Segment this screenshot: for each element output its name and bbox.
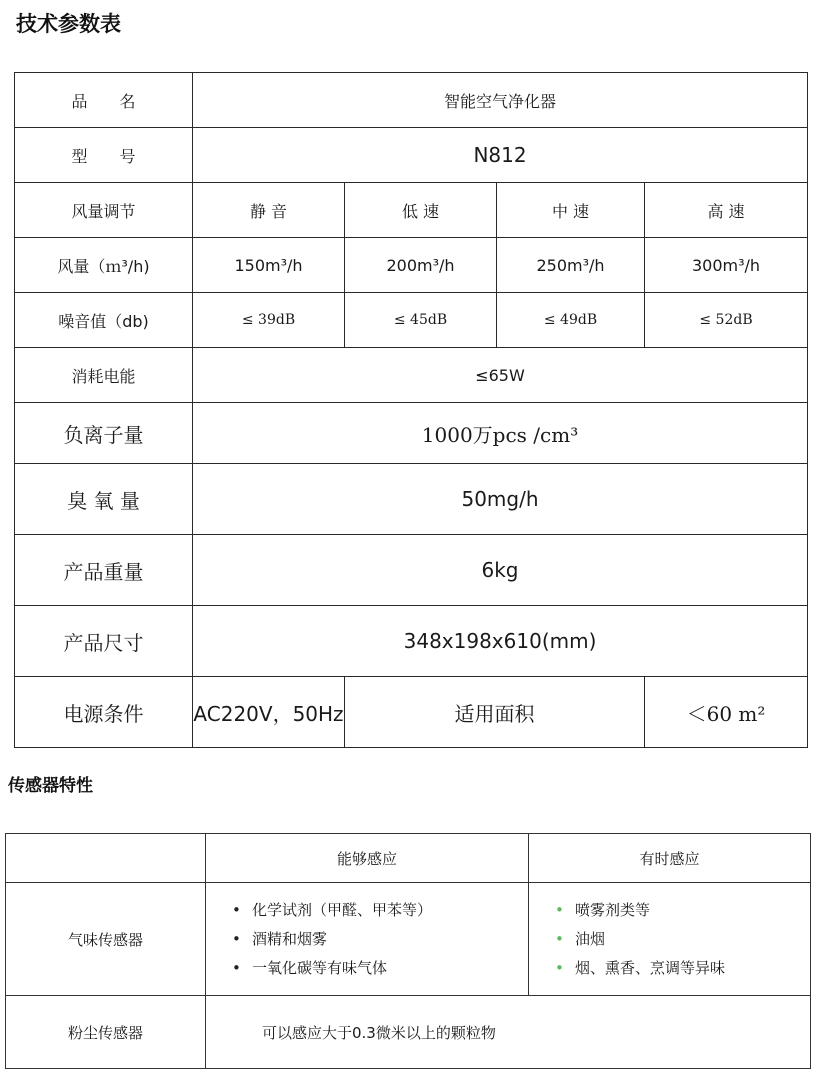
- gas-sensor-row: [6, 883, 811, 996]
- list-item: • 化学试剂（甲醛、甲苯等）: [232, 896, 528, 925]
- sensor-header-row: [6, 834, 811, 883]
- noise-value: ≤ 45dB: [345, 293, 497, 348]
- airflow-value: 300m³/h: [645, 238, 808, 293]
- gas-sometimes-list-cell: [529, 883, 811, 996]
- row-noise: [15, 293, 808, 348]
- airflow-value: 250m³/h: [497, 238, 645, 293]
- gas-can-list-cell: [206, 883, 529, 996]
- speed-mute: 静 音: [193, 183, 345, 238]
- airflow-value: 200m³/h: [345, 238, 497, 293]
- name-label: 品 名: [15, 73, 193, 128]
- weight-value: 6kg: [193, 535, 808, 606]
- noise-value: ≤ 39dB: [193, 293, 345, 348]
- model-value: N812: [193, 128, 808, 183]
- row-speed: [15, 183, 808, 238]
- power-label: 消耗电能: [15, 348, 193, 403]
- row-power: [15, 348, 808, 403]
- ozone-value: 50mg/h: [193, 464, 808, 535]
- noise-value: ≤ 49dB: [497, 293, 645, 348]
- speed-label: 风量调节: [15, 183, 193, 238]
- size-label: 产品尺寸: [15, 606, 193, 677]
- col-can-detect: 能够感应: [206, 834, 529, 883]
- supply-label: 电源条件: [15, 677, 193, 748]
- row-ion: [15, 403, 808, 464]
- gas-sensor-label: 气味传感器: [6, 883, 206, 996]
- model-label: 型 号: [15, 128, 193, 183]
- list-item: • 一氧化碳等有味气体: [232, 954, 528, 983]
- name-value: 智能空气净化器: [193, 73, 808, 128]
- dust-sensor-value: 可以感应大于0.3微米以上的颗粒物: [206, 996, 811, 1069]
- sensor-table: [5, 833, 811, 1069]
- gas-sometimes-list: [555, 896, 810, 983]
- area-value: ＜60 m²: [645, 677, 808, 748]
- speed-high: 高 速: [645, 183, 808, 238]
- size-value: 348x198x610(mm): [193, 606, 808, 677]
- dust-sensor-label: 粉尘传感器: [6, 996, 206, 1069]
- area-label: 适用面积: [345, 677, 645, 748]
- spec-table: [14, 72, 808, 748]
- sensor-header-empty: [6, 834, 206, 883]
- row-name: [15, 73, 808, 128]
- power-value: ≤65W: [193, 348, 808, 403]
- list-item: • 喷雾剂类等: [555, 896, 810, 925]
- ion-value: 1000万pcs /cm³: [193, 403, 808, 464]
- noise-label: 噪音值（db): [15, 293, 193, 348]
- row-ozone: [15, 464, 808, 535]
- speed-mid: 中 速: [497, 183, 645, 238]
- noise-value: ≤ 52dB: [645, 293, 808, 348]
- row-weight: [15, 535, 808, 606]
- list-item: • 酒精和烟雾: [232, 925, 528, 954]
- speed-low: 低 速: [345, 183, 497, 238]
- list-item: • 油烟: [555, 925, 810, 954]
- dust-sensor-row: [6, 996, 811, 1069]
- page-title: 技术参数表: [16, 12, 121, 36]
- ozone-label: 臭 氧 量: [15, 464, 193, 535]
- gas-can-list: [232, 896, 528, 983]
- sensor-section-title: 传感器特性: [8, 776, 93, 796]
- col-sometimes-detect: 有时感应: [529, 834, 811, 883]
- weight-label: 产品重量: [15, 535, 193, 606]
- supply-value: AC220V，50Hz: [193, 677, 345, 748]
- row-supply: [15, 677, 808, 748]
- list-item: • 烟、熏香、烹调等异味: [555, 954, 810, 983]
- airflow-value: 150m³/h: [193, 238, 345, 293]
- row-size: [15, 606, 808, 677]
- row-model: [15, 128, 808, 183]
- row-airflow: [15, 238, 808, 293]
- ion-label: 负离子量: [15, 403, 193, 464]
- airflow-label: 风量（ｍ³/h): [15, 238, 193, 293]
